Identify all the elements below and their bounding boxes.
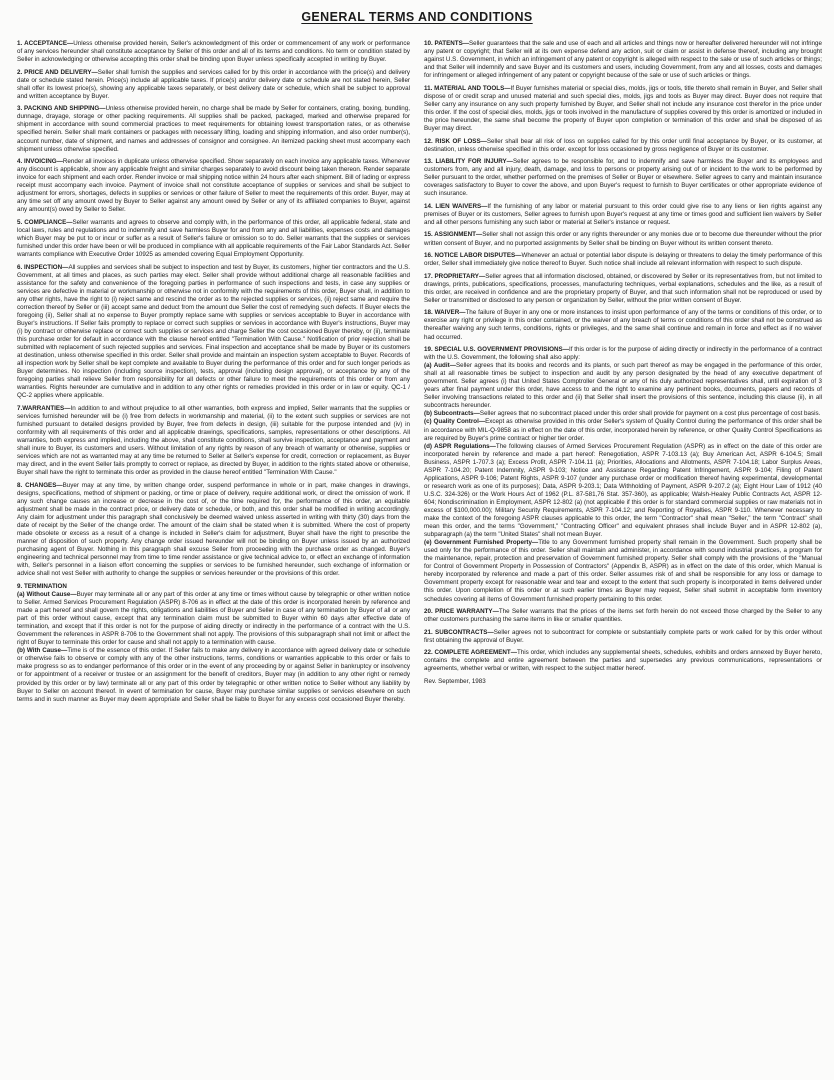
section-body: All supplies and services shall be subject to inspection and test by Buyer, its customers, higher tier contractors and the U.S. Government, at all times and places, as such parties may elect. Seller shall provide without additional charge all reasonable facilities and assistance for the safety and convenience of the foregoing parties in performance of such inspections and tests, in case any supplies or services are defective in material or workmanship or otherwise not in conformity with the requirements of this order, Buyer shall, in addition to any other rights, have the right to (i) reject same and rescind the order as to the rejected supplies or services, (ii) reject same and require the correction thereof by Seller or (iii) accept same and deduct from the amount due Seller the cost of remedying such defects. If Buyer elects the foregoing (ii), Seller shall at no expense to Buyer promptly replace same with supplies or services acceptable to Buyer in accordance with Buyer's instructions. If Seller fails promptly to replace or correct such supplies or services in accordance with Buyer's instructions, Buyer may (i) by contract or otherwise replace or correct such supplies or services and charge Seller the cost occasioned Buyer thereby, or (ii), terminate this purchase order for default in accordance with the clause hereof entitled "Termination With Cause." Notification of prior rejection shall be submitted with replacement of such rejected supplies and services. Final inspection and acceptance shall be made by Buyer or its customers at destination, unless otherwise specified in this order. Seller shall provide and maintain an inspection system acceptable to Buyer. Records of all inspection work by Seller shall be kept complete and available to Buyer during the performance of this order and for such longer periods as Buyer determines. No inspection (including source inspection), tests, approval (including design approval), or acceptance by any of the foregoing parties shall relieve Seller from responsibility for all defects or other failure to meet the requirements of this order or from any warranties. Rights hereunder are cumulative and in addition to any other rights or remedies provided in this order or in law or equity. QC-1 / QC-2 applies where applicable. xyxy=(17,263,410,400)
government-part-heading: (e) Government Furnished Property— xyxy=(424,539,539,547)
section-body: Seller agrees not to subcontract for complete or substantially complete parts or work called for by this order without first obtaining the approval of Buyer. xyxy=(424,628,822,644)
page-title: GENERAL TERMS AND CONDITIONS xyxy=(301,10,533,24)
section-heading: 3. PACKING AND SHIPPING— xyxy=(17,105,106,113)
termination-section xyxy=(17,583,410,704)
right-sections xyxy=(424,40,822,342)
section-heading: 15. ASSIGNMENT— xyxy=(424,231,483,239)
section-body: Whenever an actual or potential labor dispute is delaying or threatens to delay the timely performance of this order, Seller shall immediately give notice thereof to Buyer. Such notice shall include all relevant information with respect to such dispute. xyxy=(424,252,822,268)
government-part-5 xyxy=(424,539,822,603)
section-7 xyxy=(17,405,410,477)
section-heading: 2. PRICE AND DELIVERY— xyxy=(17,68,98,76)
section-body: Unless otherwise provided herein, Seller's acknowledgment of this order or commencement of any work or performance of any services hereunder shall constitute acceptance by Seller of this order and all of its terms and conditions. No term or condition stated by Seller in acknowledging or otherwise accepting this order shall be binding upon Buyer unless specifically accepted in writing by Buyer. xyxy=(17,40,410,64)
section-heading: 1. ACCEPTANCE— xyxy=(17,40,74,47)
section-3 xyxy=(424,138,822,154)
section-1 xyxy=(424,40,822,80)
section-body: If Buyer furnishes material or special dies, molds, jigs or tools, title thereto shall remain in Buyer, and Seller shall dispose of or credit scrap and unused material and such special dies, molds, jigs and tools as Buyer may direct. Buyer does not require that Seller carry any insurance on any such property furnished by Buyer, and Seller shall not include any insurance cost therefor in the price under this order. If the cost of special dies, molds, jigs or tools involved in the manufacture of supplies covered by this order is amortized or included in the price hereunder, the same shall become the property of Buyer upon completion or termination of this order and shall be disposed of as Buyer may direct. xyxy=(424,84,822,132)
section-body: This order, which includes any supplemental sheets, schedules, exhibits and orders annexed by Buyer hereto, contains the complete and entire agreement between the parties and supersedes any previous communications, representations or agreements, whether verbal or written, with respect to the subject matter hereof. xyxy=(424,649,822,673)
section-9 xyxy=(424,309,822,341)
section-3 xyxy=(424,649,822,673)
section-5 xyxy=(17,219,410,259)
section-heading: 12. RISK OF LOSS— xyxy=(424,137,487,145)
section-body: Seller warrants and agrees to observe and comply with, in the performance of this order, all applicable federal, state and local laws, rules and regulations and to indemnify and save harmless Buyer for and from any and all liabilities, expenses costs and damages which Buyer may be put to or incur or suffer as a result of Seller's failure or omission so to do. Seller warrants that the supplies or services furnished under this order have been or will be produced in compliance with all applicable requirements of the Fair Labor Standards Act. Seller warrants compliance with Executive Order 10925 as amended covering Equal Employment Opportunity. xyxy=(17,218,410,259)
section-heading: 16. NOTICE LABOR DISPUTES— xyxy=(424,252,522,260)
termination-part-heading: (a) Without Cause— xyxy=(17,591,77,598)
government-part-heading: (c) Quality Control— xyxy=(424,418,486,426)
section-heading: 4. INVOICING— xyxy=(17,158,63,166)
termination-heading: 9. TERMINATION xyxy=(17,582,67,590)
section-6 xyxy=(424,231,822,247)
section-body: In addition to and without prejudice to all other warranties, both express and implied, Seller warrants that the supplies or services furnished hereunder will be (i) free from defects in workmanship and material, (ii) to the extent such supplies or services are not furnished pursuant to detailed designs provided by Buyer, free from defects in design, (iii) suitable for the purpose intended and (iv) in conformity with all requirements of this order and all applicable drawings, specifications, samples, representations or other descriptions. All warranties, both express and implied, including the above, shall constitute conditions, shall survive inspection, acceptance and payment and shall inure to Buyer, its customers and users. Without limitation of any rights by reason of any breach of warranty or otherwise, supplies or services which are not as warranted may at any time be returned to Seller at Seller's expense for credit, correction or replacement, as Buyer may direct, and in the event Seller fails promptly to correct or replace, as directed by Buyer, in addition to the rights stated above or otherwise, Buyer shall have the right to terminate this order as provided in the clause hereof entitled "Termination With Cause." xyxy=(17,404,410,477)
government-part-body: The following clauses of Armed Services Procurement Regulation (ASPR) as in effect on the date of this order are incorporated herein by reference and made a part hereof: Renegotiation, ASPR 7-103.13 (a); Buy American Act, ASPR 6-104.5; Small Business, ASPR 1-707.3 (a); Excess Profit, ASPR 7-104.11 (a); Priorities, Allocations and Allotments, ASPR 7-104.18; Labor Surplus Areas, ASPR 7-104.20; Patent Indemnity, ASPR 9-103; Notice and Assistance Regarding Patent Infringement, ASPR 9-104; Filing of Patent Applications, ASPR 9-106; Patent Rights, ASPR 9-107 (under any purchase order or modification thereof having experimental, developmental or research work as one of its purposes); Data, ASPR 9-203.1; Data Withholding of Payment, ASPR 9-207.2 (a); Eight Hour Law of 1912 (40 U.S.C. 324-326) or the Work Hours Act of 1962 (P.L. 87-581,76 Stat. 357-360), as applicable; Walsh-Healey Public Contracts Act, ASPR 12-604; Nondiscrimination in Employment, ASPR 12-802 (a) (not applicable if this order is for standard commercial supplies or raw materials not in excess of $100,000.00); Military Security Requirements, ASPR 7-104.12; and Reporting of Royalties, ASPR 9-110. Whenever necessary to make the context of the foregoing ASPR clauses applicable to this order, the term "Contractor" shall mean "Seller," the term "Contract" shall mean this order, and the terms "Government," "Contracting Officer" and equivalent phrases shall include Buyer and in ASPR 12-802 (a), subparagraph (a) the term "United States" shall not mean Buyer. xyxy=(424,442,822,539)
section-7 xyxy=(424,252,822,268)
section-4 xyxy=(424,158,822,198)
revision-date: Rev. September, 1983 xyxy=(424,677,486,685)
termination-part-body: Time is of the essence of this order. If Seller fails to make any delivery in accordance with agreed delivery date or schedule or otherwise fails to observe or comply with any of the other instructions, terms, conditions or warranties applicable to this order or fails to make progress so as to endanger performance of this order or in the event of any proceeding by or against Seller in bankruptcy or insolvency or for appointment of a receiver or trustee or an assignment for the benefit of creditors, Buyer may (in addition to any other right or remedy provided by this order or by law) terminate all or any part of this order by telegraphic or other written notice to Seller without any liability by Buyer to Seller on account thereof. In event of termination for cause, Buyer may purchase similar supplies or services elsewhere on such terms and in such manner as Buyer may deem appropriate and Seller shall be liable to Buyer for any excess cost occasioned Buyer thereby. xyxy=(17,647,410,703)
section-body: Seller shall not assign this order or any rights thereunder or any monies due or to become due thereunder without the prior written consent of Buyer, and no purported assignments by Seller shall be binding on Buyer without its written consent thereto. xyxy=(424,231,822,247)
closing-sections xyxy=(424,608,822,673)
government-intro: If this order is for the purpose of aiding directly or indirectly in the performance of a contract with the U.S. Government, the following shall also apply: xyxy=(424,346,822,362)
section-8 xyxy=(17,482,410,579)
section-2 xyxy=(424,85,822,133)
government-section xyxy=(424,346,822,604)
section-heading: 21. SUBCONTRACTS— xyxy=(424,628,494,636)
section-1 xyxy=(424,608,822,624)
left-column xyxy=(17,40,410,1074)
section-body: The failure of Buyer in any one or more instances to insist upon performance of any of the terms or conditions of this order, or to exercise any right or privilege in this order contained, or the waiver of any breach of terms or conditions of this order shall not be construed as thereafter waiving any such terms, conditions, rights or privileges, and the same shall continue and remain in force and effect as if no waiver had occurred. xyxy=(424,309,822,341)
section-body: Unless otherwise provided herein, no charge shall be made by Seller for containers, crating, boxing, bundling, dunnage, drayage, storage or other packing requirements. All supplies shall be packed, packaged, marked and otherwise prepared for shipment in accordance with sound commercial practices to meet requirements for obtaining lowest transportation rates, or as otherwise specified herein. Seller shall mark containers or packages with necessary lifting, loading and shipping information, and also order number(s), account number, date of shipment, and names and addresses of consignor and consignee. An itemized packing sheet must accompany each shipment unless otherwise specified. xyxy=(17,105,410,153)
section-5 xyxy=(424,203,822,227)
termination-parts xyxy=(17,591,410,704)
termination-part-heading: (b) With Cause— xyxy=(17,647,68,655)
section-heading: 14. LIEN WAIVERS— xyxy=(424,202,488,210)
section-3 xyxy=(17,105,410,153)
termination-part-1 xyxy=(17,591,410,647)
section-2 xyxy=(17,69,410,101)
section-heading: 7.WARRANTIES— xyxy=(17,404,71,412)
section-body: Seller shall bear all risk of loss on supplies called for by this order until final acceptance by Buyer, or its customer, at destination, unless otherwise specified in this order. except for loss occasioned by gross negligence of Buyer or its customer. xyxy=(424,137,822,153)
government-part-1 xyxy=(424,362,822,410)
government-part-body: Title to any Government furnished property shall remain in the Government. Such property shall be used only for the performance of this order. Seller shall maintain and administer, in accordance with sound industrial practices, a program for the maintenance, repair, protection and preservation of Government furnished property. Seller shall comply with the provisions of the "Manual for Control of Government Property in Possession of Contractors" (Appendix B, ASPR) as in effect on the date of this order, which Manual is hereby incorporated by reference and made a part of this order. Seller assumes risk of and shall be responsible for any loss or damage to Government property except for reasonable wear and tear and except to the extent that such property is incorporated in items delivered under this order. Upon completion of this order or at such earlier times as Buyer may request, Seller shall submit in acceptable form inventory schedules covering all items of Government furnished property pertaining to this order. xyxy=(424,539,822,603)
section-body: Seller guarantees that the sale and use of each and all articles and things now or hereafter delivered hereunder will not infringe any patent or copyright; that Seller will at its own expense defend any action, suit or claim or assist in defense thereof, including any brought against U.S. Government, in which an infringement of any patent or copyright is alleged with respect to the sale or use of such articles or things; and that Seller will indemnify and save Buyer and its customers and users, including Government, from any and all losses, costs and damages for infringement or alleged infringement of any patent or copyright because of the sale or use of such articles or things. xyxy=(424,40,822,80)
section-body: If the furnishing of any labor or material pursuant to this order could give rise to any liens or lien rights against any premises of Buyer or its customers, Seller agrees to furnish upon Buyer's request at any time or times good and sufficient lien waivers by Seller and all other persons furnishing any such labor or material at Seller's instance or request. xyxy=(424,202,822,226)
government-heading: 19. SPECIAL U.S. GOVERNMENT PROVISIONS— xyxy=(424,346,569,354)
left-sections xyxy=(17,40,410,578)
government-part-body: Except as otherwise provided in this order Seller's system of Quality Control during the performance of this order shall be in accordance with MIL-Q-9858 as in effect on the date of this order, incorporated herein by reference, or other Quality Control Specifications as are required by Buyer's prime contract or higher tier order. xyxy=(424,418,822,442)
section-heading: 13. LIABILITY FOR INJURY— xyxy=(424,158,513,166)
section-body: Seller agrees to be responsible for, and to indemnify and save harmless the Buyer and its employees and customers from, any and all injury, death, damage, and loss to persons or property arising out of or incident to the work to be performed by Seller pursuant to the order, whether performed on the premises of Seller or Buyer or elsewhere. Seller agrees to carry and maintain insurance coverages satisfactory to Buyer to cover the above, and upon Buyer's request to furnish to Buyer certificates or other appropriate evidence of such insurance. xyxy=(424,158,822,198)
section-1 xyxy=(17,40,410,64)
government-part-heading: (a) Audit— xyxy=(424,362,456,370)
government-part-body: Seller agrees that its books and records and its plants, or such part thereof as may be engaged in the performance of this order, shall at all reasonable times be subject to inspection and audit by any person designated by the head of any executive department of government. Seller agrees (i) that United States Comptroller General or any of his duly authorized representatives shall, until expiration of 3 years after final payment under this order, have access to and the right to examine any pertinent books, documents, papers and records of Seller involving transactions related to this order and (ii) that Seller shall insert the provisions of this sentence, including this clause (ii), in all subcontracts hereunder. xyxy=(424,362,822,410)
government-part-3 xyxy=(424,418,822,442)
section-heading: 22. COMPLETE AGREEMENT— xyxy=(424,649,517,657)
section-heading: 20. PRICE WARRANTY— xyxy=(424,608,499,616)
section-body: Seller shall furnish the supplies and services called for by this order in accordance with the price(s) and delivery date or schedule stated herein. Price(s) include all applicable taxes. If price(s) and/or delivery date or schedule are not stated herein, Seller shall offer its lowest price(s), showing any applicable taxes separately, or best delivery date or schedule, which shall be subject to approval and written acceptance by Buyer. xyxy=(17,68,410,100)
section-heading: 5. COMPLIANCE— xyxy=(17,218,73,226)
section-heading: 11. MATERIAL AND TOOLS— xyxy=(424,84,511,92)
section-4 xyxy=(17,158,410,214)
termination-part-2 xyxy=(17,647,410,703)
section-heading: 8. CHANGES— xyxy=(17,481,63,489)
government-part-body: Seller agrees that no subcontract placed under this order shall provide for payment on a cost plus percentage of cost basis. xyxy=(479,410,821,418)
section-body: The Seller warrants that the prices of the items set forth herein do not exceed those charged by the Seller to any other customers purchasing the same items in like or smaller quantities. xyxy=(424,608,822,624)
section-body: Buyer may at any time, by written change order, suspend performance in whole or in part, make changes in drawings, designs, specifications, method of shipment or packing, or time or place of delivery, require additional work, or direct the omission of work. If any such change causes an increase or decrease in the cost of, or the time required for, the performance of this order, an equitable adjustment shall be made in the contract price, or delivery date or schedule, or both, and this order shall be modified in writing accordingly. Any claim for adjustment under this paragraph shall conclusively be deemed waived unless asserted in writing with thirty (30) days from the date of receipt by the Seller of the change order. The amount of the claim shall be stated when it is submitted. Where the cost of property made obsolete or excess as a result of a change is included in Seller's claim for adjustment, Buyer shall have the right to prescribe the manner of disposition of such property. Any change order issued hereunder will not be binding on Buyer unless issued by an authorized purchasing agent of Buyer. Nothing in this paragraph shall excuse Seller from proceeding with the purchase order as changed. Buyer's engineering and technical personnel may from time to time render assistance or give technical advice to, or effect an exchange of information with, Seller's personnel in a liaison effort concerning the supplies or services to be furnished hereunder, such exchange of information or advice shall not vest Seller with authority to change the supplies or services hereunder or the provisions of this order. xyxy=(17,481,410,578)
section-6 xyxy=(17,264,410,401)
section-heading: 18. WAIVER— xyxy=(424,309,466,317)
section-2 xyxy=(424,629,822,645)
right-column xyxy=(424,40,822,1074)
section-heading: 17. PROPRIETARY— xyxy=(424,272,486,280)
government-part-4 xyxy=(424,443,822,540)
government-parts xyxy=(424,362,822,603)
section-heading: 6. INSPECTION— xyxy=(17,263,69,271)
government-part-2 xyxy=(424,410,822,418)
section-body: Render all invoices in duplicate unless otherwise specified. Show separately on each invoice any applicable taxes. Whenever any discount is applicable, show any applicable freight and similar charges separately to avoid discount being taken thereon. Render separate invoice for each shipment and each order. Render invoice or mail shipping notice within 24 hours after each shipment. Bill of lading or express receipt must accompany each invoice. Payment of invoice shall not constitute acceptance of supplies or services and shall be subject to adjustment for errors, shortages, defects in supplies or services or other failure of Seller to meet the requirements of this order. Buyer, may at any time set off any amount owed by Buyer to Seller against any amount owed by Seller or any of its affiliated companies to Buyer, against any amount(s) owed by Seller to Seller. xyxy=(17,158,410,214)
section-body: Seller agrees that all information disclosed, obtained, or discovered by Seller or its representatives from, but not limited to drawings, prints, publications, specifications, processes, manufacturing techniques, verbal explanations, schedules and the like, as a result of this order, are received in confidence and are the proprietary property of Buyer, and that such information shall not be reproduced or used by Seller or transmitted or disclosed to any person or organization by Seller, without the prior written consent of Buyer. xyxy=(424,272,822,304)
termination-part-body: Buyer may terminate all or any part of this order at any time or times without cause by telegraphic or other written notice to Seller. Armed Services Procurement Regulation (ASPR) 8-706 as in effect at the date of this order is incorporated herein by reference and made a part hereof and shall govern the rights, obligations and liabilities of Buyer and Seller in case of any termination by Buyer of all or any part of this order without cause, except that any termination claim must be submitted to Buyer within 60 days after effective date of termination, and except that if this order is not for the purpose of aiding directly or indirectly in the performance of a contract with the U.S. Government the references in ASPR 8-706 to the Government shall not apply. The provisions of this subparagraph shall not limit or affect the right of Buyer to terminate this order for cause and shall not apply to a termination with cause. xyxy=(17,591,410,647)
section-8 xyxy=(424,273,822,305)
section-heading: 10. PATENTS— xyxy=(424,40,470,47)
government-part-heading: (b) Subcontracts— xyxy=(424,410,480,418)
government-part-heading: (d) ASPR Regulations— xyxy=(424,442,496,450)
